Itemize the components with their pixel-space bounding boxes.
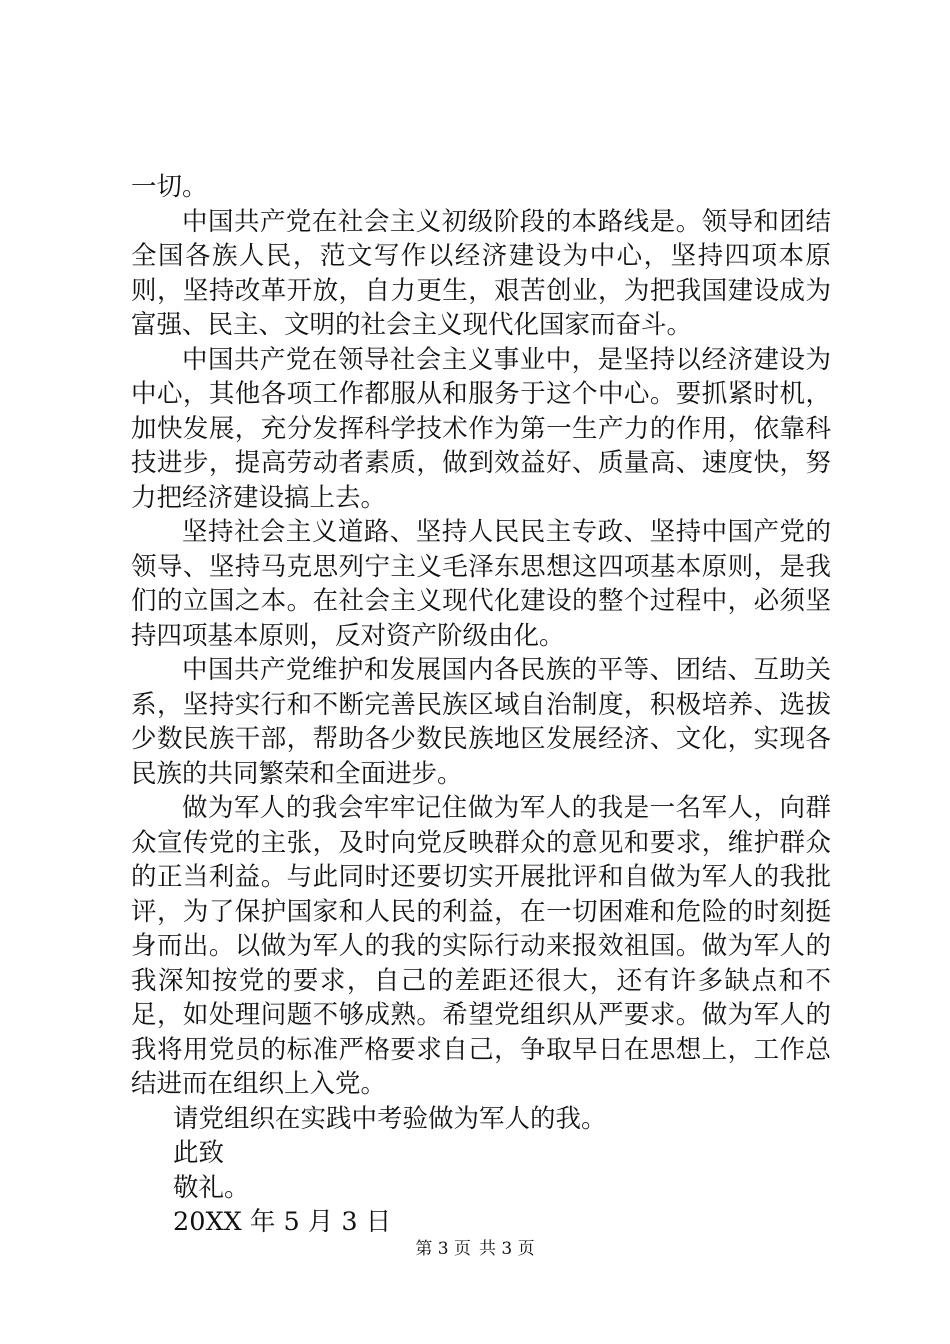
page-number-current: 第 3 页 [415, 1239, 471, 1259]
closing-salutation: 此致 [173, 1138, 225, 1168]
page-number-total: 共 3 页 [479, 1239, 535, 1259]
closing-request: 请党组织在实践中考验做为军人的我。 [173, 1103, 607, 1134]
closing-date: 20XX 年 5 月 3 日 [173, 1207, 392, 1237]
paragraph-ethnic-unity: 中国共产党维护和发展国内各民族的平等、团结、互助关系，坚持实行和不断完善民族区域自治制度，积极培养、选拔少数民族干部，帮助各少数民族地区发展经济、文化，实现各民族的共同繁荣和全面进步。 [131, 655, 831, 789]
paragraph-continuation: 一切。 [131, 172, 208, 202]
paragraph-economic-construction: 中国共产党在领导社会主义事业中，是坚持以经济建设为中心，其他各项工作都服从和服务于这个中心。要抓紧时机，加快发展，充分发挥科学技术作为第一生产力的作用，依靠科技进步，提高劳动者素质，做到效益好、质量高、速度快，努力把经济建设搞上去。 [131, 344, 831, 513]
page-footer [0, 1237, 950, 1261]
paragraph-basic-line: 中国共产党在社会主义初级阶段的本路线是。领导和团结全国各族人民，范文写作以经济建设为中心，坚持四项本原则，坚持改革开放，自力更生，艰苦创业，为把我国建设成为富强、民主、文明的社会主义现代化国家而奋斗。 [131, 206, 831, 340]
paragraph-personal-commitment: 做为军人的我会牢牢记住做为军人的我是一名军人，向群众宣传党的主张，及时向党反映群众的意见和要求，维护群众的正当利益。与此同时还要切实开展批评和自做为军人的我批评，为了保护国家和人民的利益，在一切困难和危险的时刻挺身而出。以做为军人的我的实际行动来报效祖国。做为军人的我深知按党的要求，自己的差距还很大，还有许多缺点和不足，如处理问题不够成熟。希望党组织从严要求。做为军人的我将用党员的标准严格要求自己，争取早日在思想上，工作总结进而在组织上入党。 [131, 793, 831, 1099]
paragraph-four-principles: 坚持社会主义道路、坚持人民民主专政、坚持中国产党的领导、坚持马克思列宁主义毛泽东思想这四项基本原则，是我们的立国之本。在社会主义现代化建设的整个过程中，必须坚持四项基本原则，反对资产阶级由化。 [131, 517, 831, 651]
closing-regards: 敬礼。 [173, 1172, 250, 1203]
document-body [131, 170, 831, 1240]
